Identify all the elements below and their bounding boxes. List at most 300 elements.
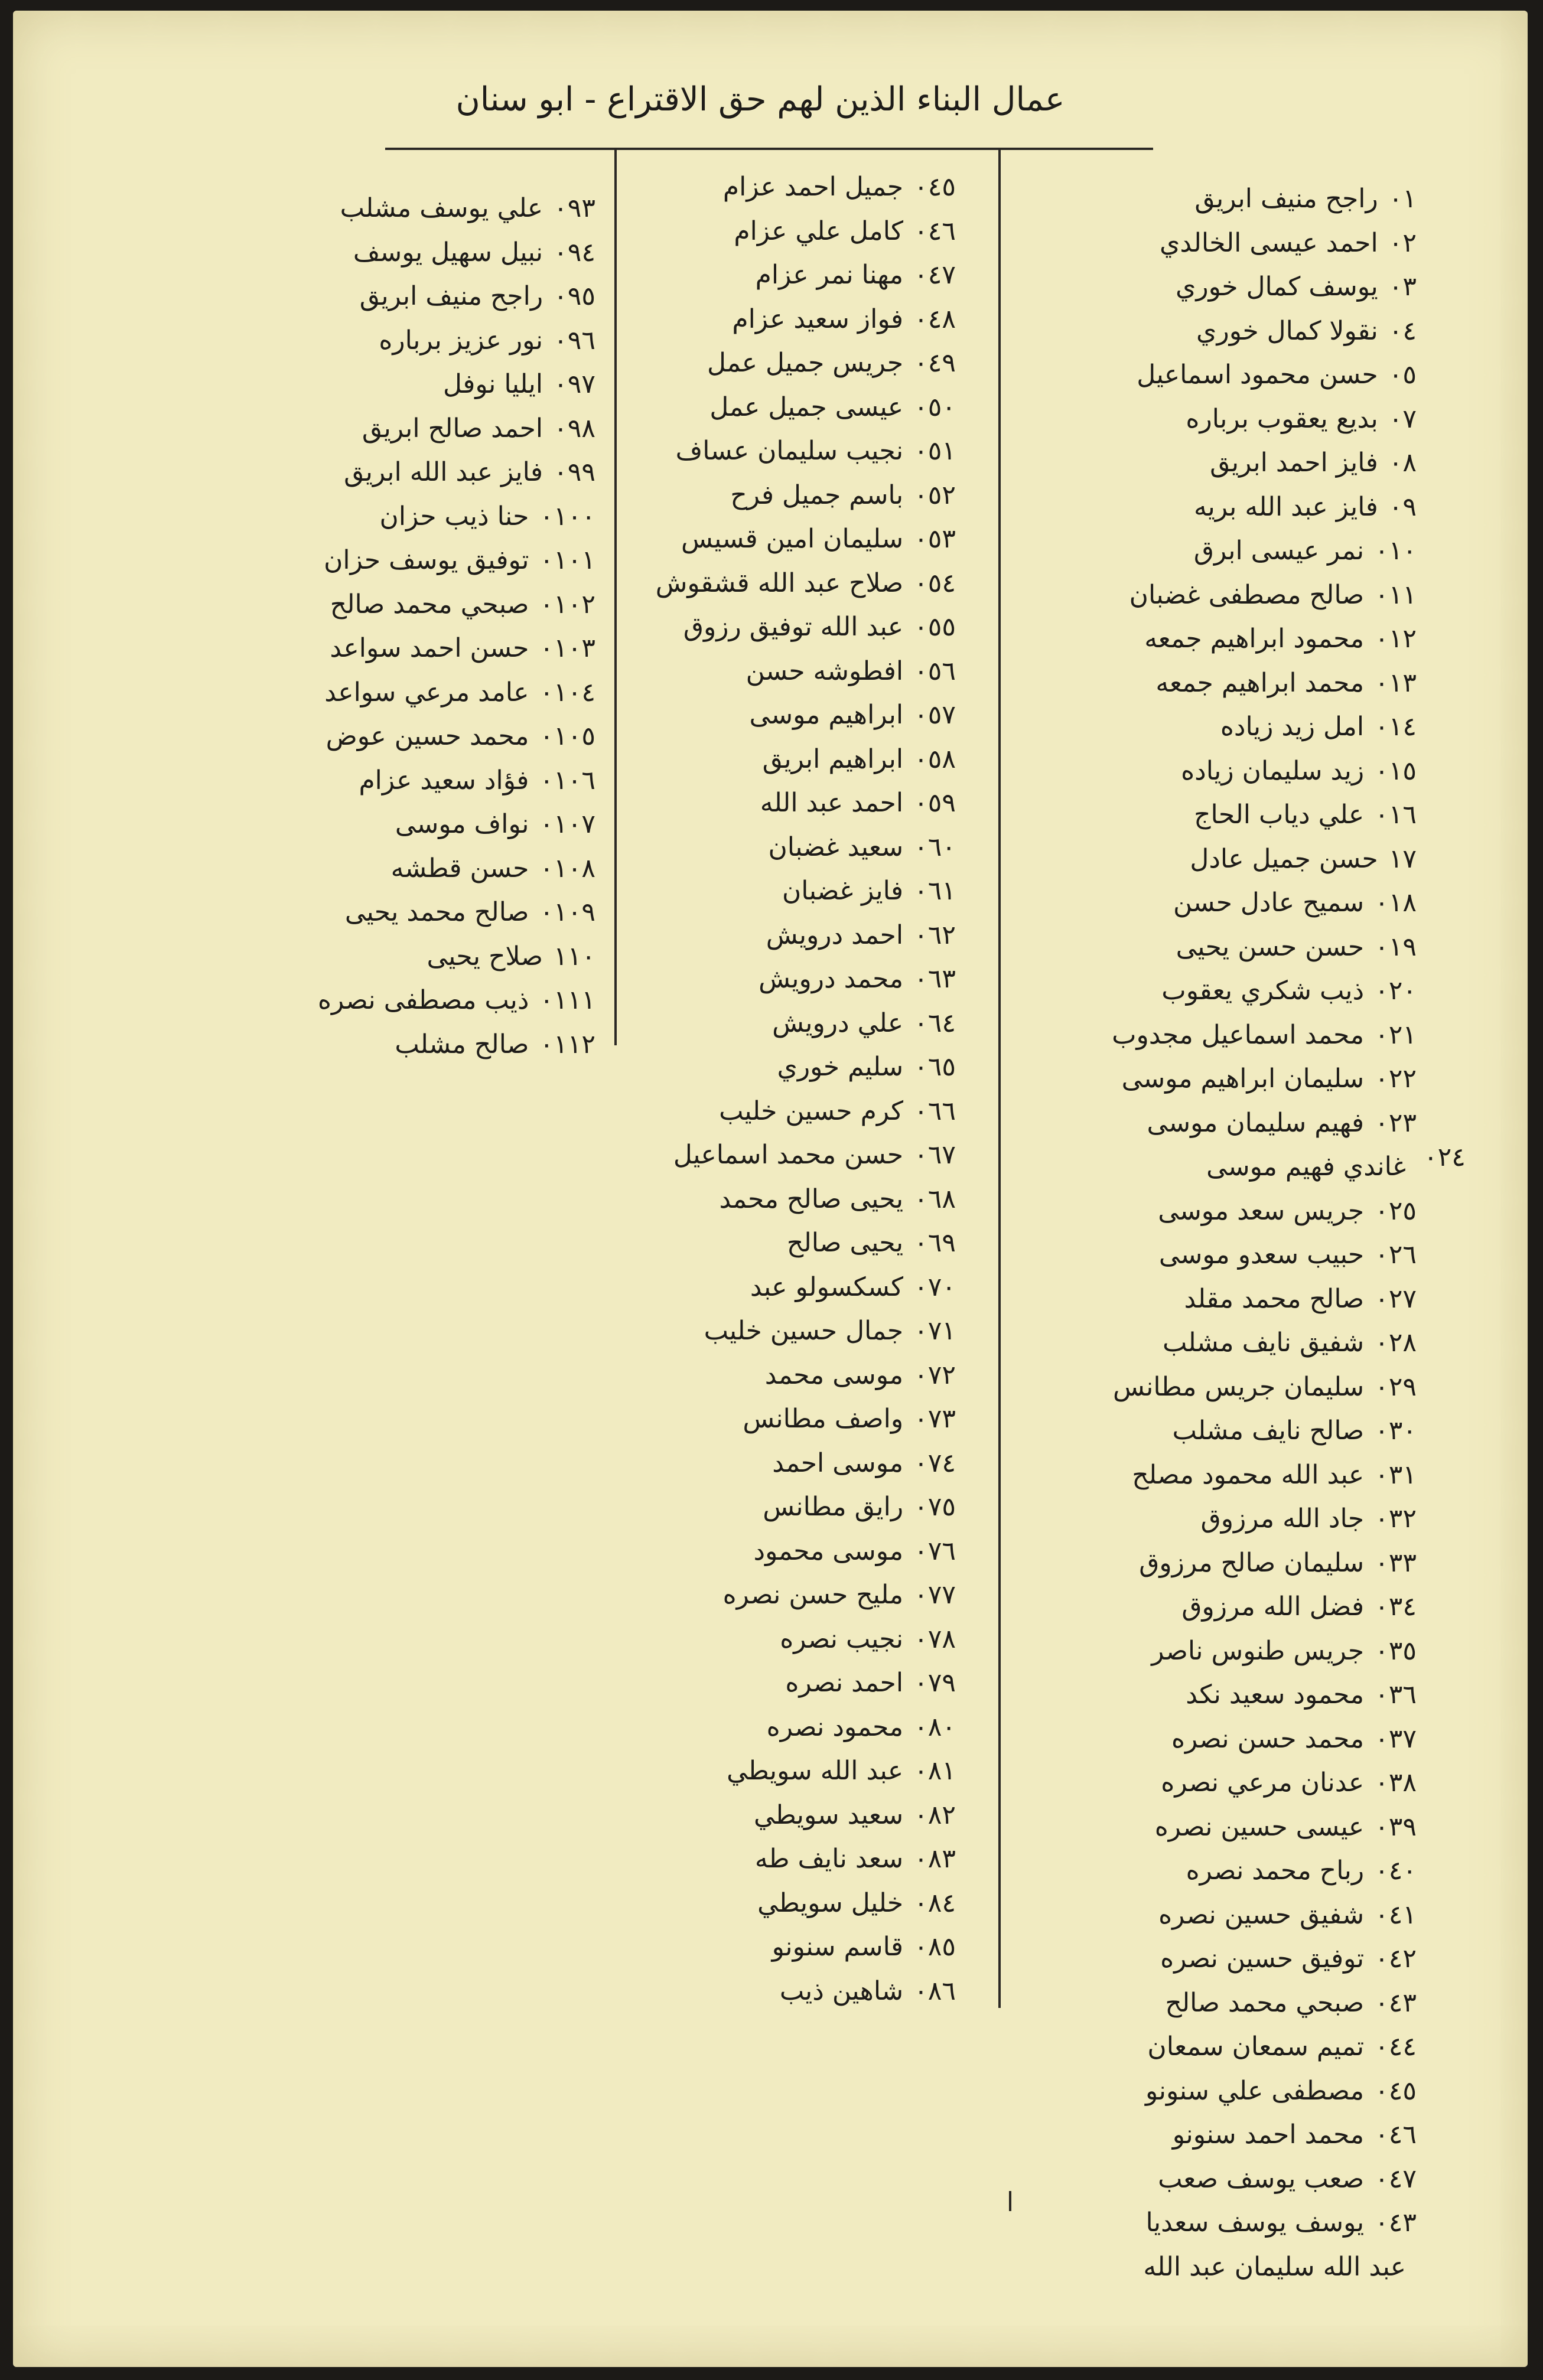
- list-item: [914, 1541, 1417, 1586]
- entry-number: ٠١٠٦: [539, 765, 595, 795]
- list-item: [914, 1717, 1417, 1762]
- entry-number: ٠٨٦: [914, 1975, 956, 2006]
- entry-number: ٠٢٥: [1375, 1195, 1417, 1226]
- list-item: [229, 539, 595, 583]
- entry-number: ٠٢٣: [1375, 1107, 1417, 1138]
- list-item: [590, 1178, 956, 1222]
- list-item: [914, 1629, 1417, 1674]
- entry-name: جاد الله مرزوق: [1200, 1504, 1365, 1534]
- entry-name: راجح منيف ابريق: [1194, 184, 1378, 214]
- list-item: [914, 353, 1417, 397]
- list-item: [590, 1925, 956, 1970]
- entry-number: ٠٩٤: [554, 237, 595, 268]
- entry-number: ٠٥٥: [914, 612, 956, 642]
- entry-number: ٠٩٨: [554, 413, 595, 444]
- entry-name: يحيى صالح: [786, 1228, 904, 1258]
- list-item: [590, 738, 956, 782]
- entry-name: موسى محمود: [753, 1535, 904, 1566]
- entry-number: ٠٦٠: [914, 832, 956, 862]
- list-item: [229, 495, 595, 539]
- list-item: [590, 869, 956, 914]
- list-item: [590, 517, 956, 562]
- list-item: [590, 1002, 956, 1046]
- list-item: [914, 309, 1417, 354]
- entry-name: محمد حسن نصره: [1171, 1723, 1365, 1754]
- entry-name: جميل احمد عزام: [722, 172, 904, 202]
- entry-name: شفيق نايف مشلب: [1162, 1328, 1365, 1358]
- entry-number: ٠٧٢: [914, 1359, 956, 1390]
- entry-number: ٠٢: [1388, 227, 1417, 258]
- entry-number: ٠٣٧: [1375, 1723, 1417, 1754]
- names-column-3: [229, 187, 595, 1067]
- entry-number: ٠٩٣: [554, 193, 595, 223]
- list-item: [229, 187, 595, 231]
- entry-number: ٠١٢: [1375, 624, 1417, 654]
- entry-number: ٠٥٩: [914, 788, 956, 818]
- entry-number: ٠٦٩: [914, 1228, 956, 1258]
- entry-name: محمد اسماعيل مجدوب: [1112, 1019, 1365, 1050]
- entry-number: ٠٧٤: [914, 1447, 956, 1478]
- entry-name: محمود سعيد نكد: [1186, 1680, 1365, 1710]
- entry-name: حنا ذيب حزان: [379, 501, 529, 532]
- entry-number: ٠٥٤: [914, 568, 956, 598]
- entry-number: ٠٦٦: [914, 1096, 956, 1126]
- entry-number: ٠٧٨: [914, 1623, 956, 1654]
- entry-name: احمد عيسى الخالدي: [1159, 227, 1378, 258]
- entry-name: توفيق يوسف حزان: [324, 545, 529, 575]
- entry-name: محمد درويش: [759, 964, 904, 994]
- entry-number: ٠٢٩: [1375, 1371, 1417, 1402]
- entry-name: محمد احمد سنونو: [1172, 2120, 1365, 2150]
- entry-name: احمد نصره: [785, 1668, 904, 1698]
- entry-name: صلاح عبد الله قشقوش: [655, 568, 904, 598]
- entry-number: ٠١٩: [1375, 931, 1417, 962]
- entry-name: قاسم سنونو: [772, 1932, 904, 1962]
- list-item: [914, 1805, 1417, 1850]
- list-item: [229, 847, 595, 891]
- list-item: [590, 253, 956, 298]
- entry-name: كسكسولو عبد: [750, 1271, 904, 1302]
- list-item: [229, 275, 595, 319]
- entry-number: ٠١٠: [1375, 536, 1417, 566]
- list-item: [590, 914, 956, 958]
- list-item: [590, 386, 956, 430]
- entry-number: ٠٢١: [1375, 1019, 1417, 1050]
- entry-name: نور عزيز برباره: [379, 325, 543, 356]
- entry-name: جريس جميل عمل: [707, 348, 904, 378]
- list-item: [590, 1661, 956, 1706]
- entry-number: ٠٢٠: [1375, 976, 1417, 1006]
- title-underline: [385, 148, 1153, 150]
- entry-number: ٠٢٧: [1375, 1283, 1417, 1314]
- list-item: [914, 1937, 1417, 1981]
- list-item: [914, 2245, 1417, 2290]
- entry-number: ٠٧١: [914, 1316, 956, 1346]
- entry-name: سعد نايف طه: [754, 1844, 904, 1874]
- entry-name: موسى احمد: [772, 1447, 904, 1478]
- entry-name: شاهين ذيب: [779, 1975, 904, 2006]
- entry-name: صبحي محمد صالح: [1165, 1987, 1365, 2018]
- entry-number: ٠١٠٨: [539, 853, 595, 883]
- list-item: [590, 957, 956, 1002]
- entry-number: ٠٤٩: [914, 348, 956, 378]
- entry-name: سليمان امين قسيس: [681, 524, 904, 554]
- list-item: [229, 1023, 595, 1067]
- list-item: [590, 781, 956, 826]
- entry-number: ٠٦٤: [914, 1008, 956, 1038]
- entry-name: ذيب مصطفى نصره: [317, 985, 529, 1015]
- page-title: عمال البناء الذين لهم حق الاقتراع - ابو سنان: [455, 80, 1065, 119]
- entry-name: احمد عبد الله: [760, 788, 904, 818]
- list-item: [590, 1133, 956, 1178]
- entry-name: امل زيد زياده: [1220, 712, 1365, 742]
- list-item: [914, 1145, 1417, 1189]
- entry-name: سميح عادل حسن: [1173, 888, 1365, 918]
- entry-name: صالح نايف مشلب: [1172, 1416, 1365, 1446]
- list-item: [590, 1970, 956, 2014]
- entry-name: صعب يوسف صعب: [1158, 2163, 1365, 2194]
- list-item: [229, 935, 595, 979]
- list-item: [914, 2157, 1417, 2202]
- entry-name: ذيب شكري يعقوب: [1161, 976, 1365, 1006]
- entry-number: ٠٨٢: [914, 1799, 956, 1830]
- entry-number: ٠٩: [1388, 491, 1417, 522]
- entry-number: ٠٣٢: [1375, 1504, 1417, 1534]
- document-sheet: [13, 11, 1528, 2367]
- entry-name: كرم حسين خليب: [719, 1096, 904, 1126]
- entry-number: ٠١٠٥: [539, 721, 595, 751]
- entry-number: ٠١٠١: [539, 545, 595, 575]
- entry-name: غاندي فهيم موسى: [1206, 1152, 1406, 1182]
- entry-name: سليم خوري: [777, 1052, 904, 1082]
- list-item: [590, 1749, 956, 1794]
- list-item: [590, 1045, 956, 1090]
- entry-name: فايز احمد ابريق: [1210, 448, 1378, 478]
- entry-number: ٠١٠٣: [539, 633, 595, 663]
- entry-name: حسن محمد اسماعيل: [673, 1140, 904, 1170]
- entry-name: صبحي محمد صالح: [330, 589, 529, 620]
- entry-name: نواف موسى: [395, 809, 529, 839]
- entry-name: فواز سعيد عزام: [732, 304, 904, 334]
- list-item: [914, 1585, 1417, 1629]
- list-item: [914, 221, 1417, 266]
- entry-number: ٠١٥: [1375, 755, 1417, 786]
- list-item: [914, 1673, 1417, 1717]
- entry-name: ابراهيم ابريق: [762, 744, 904, 774]
- entry-number: ٠١٠٢: [539, 589, 595, 620]
- entry-number: ٠٣٠: [1375, 1416, 1417, 1446]
- entry-name: محمد حسين عوض: [325, 721, 529, 751]
- entry-name: حسن قطشه: [390, 853, 529, 883]
- list-item: [914, 1013, 1417, 1058]
- entry-name: فايز عبد الله ابريق: [344, 457, 543, 487]
- entry-name: حسن جميل عادل: [1190, 843, 1378, 874]
- entry-number: ٠١٠٠: [539, 501, 595, 532]
- entry-number: ٠٧٥: [914, 1492, 956, 1522]
- entry-name: محمود نصره: [766, 1711, 904, 1742]
- list-item: [590, 1266, 956, 1310]
- entry-number: ٠٧٣: [914, 1404, 956, 1434]
- list-item: [914, 705, 1417, 749]
- entry-name: عبد الله سويطي: [727, 1756, 904, 1786]
- list-item: [590, 1530, 956, 1574]
- list-item: [914, 397, 1417, 442]
- list-item: [590, 693, 956, 738]
- entry-name: فضل الله مرزوق: [1181, 1592, 1365, 1622]
- entry-number: ٠٨٥: [914, 1932, 956, 1962]
- entry-number: ٠٥: [1388, 360, 1417, 390]
- entry-name: عيسى حسين نصره: [1154, 1811, 1365, 1842]
- entry-number: ٠٤١: [1375, 1899, 1417, 1930]
- entry-name: ابراهيم موسى: [749, 700, 904, 730]
- entry-name: عامد مرعي سواعد: [324, 677, 529, 708]
- list-item: [229, 363, 595, 407]
- entry-name: حسن محمود اسماعيل: [1137, 360, 1378, 390]
- entry-number: ٠٥٦: [914, 656, 956, 686]
- list-item: [914, 2069, 1417, 2114]
- entry-name: صالح مصطفى غضبان: [1129, 579, 1365, 610]
- entry-number: ٠٣: [1388, 272, 1417, 302]
- entry-name: عبد الله محمود مصلح: [1132, 1459, 1365, 1490]
- entry-number: ٠٤٦: [914, 216, 956, 246]
- entry-number: ٠٨٤: [914, 1887, 956, 1918]
- entry-name: صالح محمد يحيى: [344, 897, 529, 927]
- entry-number: ٠٦٧: [914, 1140, 956, 1170]
- entry-number: ٠٥٢: [914, 480, 956, 510]
- entry-number: ٠١: [1388, 184, 1417, 214]
- entry-name: عبد الله سليمان عبد الله: [1143, 2251, 1406, 2282]
- list-item: [914, 1409, 1417, 1453]
- list-item: [590, 1485, 956, 1530]
- entry-name: صلاح يحيى: [427, 941, 543, 971]
- entry-number: ٠١٦: [1375, 800, 1417, 830]
- entry-name: سعيد غضبان: [768, 832, 904, 862]
- entry-number: ٠٧٦: [914, 1535, 956, 1566]
- list-item: [229, 231, 595, 275]
- entry-name: توفيق حسين نصره: [1160, 1944, 1365, 1974]
- list-item: [914, 1981, 1417, 2026]
- list-item: [914, 1497, 1417, 1541]
- entry-number: ٠٢٢: [1375, 1064, 1417, 1094]
- entry-number: ١١٠: [554, 941, 595, 971]
- entry-number: ٠٧٩: [914, 1668, 956, 1698]
- list-item: [914, 925, 1417, 970]
- entry-name: محمود ابراهيم جمعه: [1144, 624, 1365, 654]
- list-item: [914, 529, 1417, 573]
- entry-name: حبيب سعدو موسى: [1158, 1240, 1365, 1270]
- names-column-2: [590, 165, 956, 2013]
- entry-number: ٠١٣: [1375, 667, 1417, 698]
- entry-name: فهيم سليمان موسى: [1147, 1107, 1365, 1138]
- side-number: ٠٢٤: [1424, 1142, 1466, 1172]
- entry-name: صالح مشلب: [395, 1029, 529, 1059]
- list-item: [590, 1573, 956, 1618]
- list-item: [590, 1882, 956, 1926]
- entry-number: ٠١١: [1375, 579, 1417, 610]
- entry-number: ٠٢٨: [1375, 1328, 1417, 1358]
- list-item: [590, 341, 956, 386]
- entry-number: ٠٩٥: [554, 281, 595, 311]
- entry-name: نقولا كمال خوري: [1196, 315, 1378, 346]
- entry-number: ٠٢٦: [1375, 1240, 1417, 1270]
- entry-number: ٠٥٠: [914, 392, 956, 422]
- entry-number: ٠١٠٤: [539, 677, 595, 708]
- list-item: [914, 1849, 1417, 1893]
- entry-name: عيسى جميل عمل: [709, 392, 904, 422]
- list-item: [590, 298, 956, 342]
- list-item: [590, 605, 956, 650]
- list-item: [914, 749, 1417, 794]
- entry-number: ٠٨: [1388, 448, 1417, 478]
- entry-name: جريس سعد موسى: [1158, 1195, 1365, 1226]
- list-item: [914, 661, 1417, 706]
- entry-name: افطوشه حسن: [746, 656, 904, 686]
- entry-name: مليح حسن نصره: [722, 1580, 904, 1610]
- list-item: [590, 1354, 956, 1398]
- entry-name: فايز غضبان: [782, 876, 904, 906]
- entry-name: فايز عبد الله بريه: [1194, 491, 1378, 522]
- entry-name: سعيد سويطي: [754, 1799, 904, 1830]
- entry-number: ٠٣٥: [1375, 1635, 1417, 1666]
- entry-name: نجيب سليمان عساف: [675, 436, 904, 466]
- entry-number: ٠٨١: [914, 1756, 956, 1786]
- entry-number: ٠١١٢: [539, 1029, 595, 1059]
- list-item: [914, 969, 1417, 1013]
- list-item: [914, 1453, 1417, 1498]
- entry-name: مهنا نمر عزام: [755, 260, 904, 290]
- list-item: [914, 1233, 1417, 1277]
- entry-name: سليمان جريس مطانس: [1113, 1371, 1365, 1402]
- list-item: [590, 1442, 956, 1486]
- list-item: [590, 210, 956, 254]
- entry-number: ٠١١١: [539, 985, 595, 1015]
- list-item: [590, 1309, 956, 1354]
- entry-name: كامل علي عزام: [734, 216, 904, 246]
- list-item: [914, 1101, 1417, 1146]
- entry-number: ٠٦٨: [914, 1184, 956, 1214]
- entry-name: احمد درويش: [766, 920, 904, 950]
- entry-name: ايليا نوفل: [443, 369, 543, 399]
- entry-number: ٠٤٥: [1375, 2075, 1417, 2106]
- list-item: [914, 793, 1417, 837]
- entry-number: ٠٩٧: [554, 369, 595, 399]
- entry-number: ٠١٤: [1375, 712, 1417, 742]
- entry-name: جريس طنوس ناصر: [1151, 1635, 1365, 1666]
- entry-name: رايق مطانس: [763, 1492, 904, 1522]
- entry-number: ٠١٠٩: [539, 897, 595, 927]
- list-item: [914, 1189, 1417, 1234]
- entry-number: ٠٩٩: [554, 457, 595, 487]
- entry-number: ٠١٨: [1375, 888, 1417, 918]
- list-item: [590, 1221, 956, 1266]
- entry-number: ٠٤٦: [1375, 2120, 1417, 2150]
- entry-name: فؤاد سعيد عزام: [359, 765, 529, 795]
- entry-number: ٠٤٣: [1375, 1987, 1417, 2018]
- entry-number: ٠٣٤: [1375, 1592, 1417, 1622]
- entry-number: ١٧: [1388, 843, 1417, 874]
- list-item: [914, 441, 1417, 485]
- entry-number: ٠٣٨: [1375, 1768, 1417, 1798]
- entry-name: يوسف يوسف سعديا: [1145, 2208, 1365, 2238]
- list-item: [590, 1794, 956, 1838]
- list-item: [229, 759, 595, 803]
- list-item: [914, 573, 1417, 618]
- list-item: [914, 1365, 1417, 1410]
- list-item: [590, 429, 956, 474]
- entry-name: سليمان ابراهيم موسى: [1121, 1064, 1365, 1094]
- entry-name: نجيب نصره: [780, 1623, 904, 1654]
- list-item: [914, 177, 1417, 221]
- list-item: [590, 1706, 956, 1750]
- list-item: [229, 803, 595, 847]
- entry-name: علي يوسف مشلب: [340, 193, 543, 223]
- entry-number: ٠٣٣: [1375, 1547, 1417, 1578]
- entry-number: ٠٥٨: [914, 744, 956, 774]
- entry-name: محمد ابراهيم جمعه: [1155, 667, 1365, 698]
- entry-name: نمر عيسى ابرق: [1193, 536, 1365, 566]
- entry-name: تميم سمعان سمعان: [1147, 2032, 1365, 2062]
- entry-number: ٠٣١: [1375, 1459, 1417, 1490]
- list-item: [914, 1893, 1417, 1938]
- entry-name: واصف مطانس: [743, 1404, 904, 1434]
- list-item: [914, 485, 1417, 530]
- entry-number: ٠٨٣: [914, 1844, 956, 1874]
- entry-name: سليمان صالح مرزوق: [1139, 1547, 1365, 1578]
- entry-number: ٠٤٧: [914, 260, 956, 290]
- entry-name: احمد صالح ابريق: [362, 413, 543, 444]
- list-item: [590, 1090, 956, 1134]
- entry-number: ٠٦١: [914, 876, 956, 906]
- entry-number: ٠٩٦: [554, 325, 595, 356]
- entry-name: عبد الله توفيق رزوق: [683, 612, 904, 642]
- list-item: [229, 319, 595, 363]
- list-item: [914, 837, 1417, 882]
- entry-name: عدنان مرعي نصره: [1161, 1768, 1365, 1798]
- list-item: [229, 979, 595, 1023]
- entry-number: ٠٦٢: [914, 920, 956, 950]
- list-item: [590, 826, 956, 870]
- list-item: [229, 407, 595, 451]
- entry-name: يحيى صالح محمد: [719, 1184, 904, 1214]
- list-item: [914, 2201, 1417, 2245]
- list-item: [590, 474, 956, 518]
- entry-number: ٠٤٣: [1375, 2208, 1417, 2238]
- list-item: [914, 881, 1417, 925]
- entry-name: جمال حسين خليب: [704, 1316, 904, 1346]
- entry-number: ٠١٠٧: [539, 809, 595, 839]
- entry-number: ٠٨٠: [914, 1711, 956, 1742]
- entry-name: علي دياب الحاج: [1194, 800, 1365, 830]
- entry-number: ٠٧٠: [914, 1271, 956, 1302]
- entry-number: ٠٧٧: [914, 1580, 956, 1610]
- list-item: [590, 165, 956, 210]
- entry-name: خليل سويطي: [757, 1887, 904, 1918]
- list-item: [229, 891, 595, 935]
- entry-number: ٠٤٠: [1375, 1856, 1417, 1886]
- entry-number: ٠٧: [1388, 403, 1417, 434]
- list-item: [914, 2025, 1417, 2069]
- list-item: [590, 1397, 956, 1442]
- entry-name: مصطفى علي سنونو: [1145, 2075, 1365, 2106]
- list-item: [590, 1837, 956, 1882]
- list-item: [590, 562, 956, 606]
- list-item: [229, 627, 595, 671]
- list-item: [590, 1618, 956, 1662]
- entry-number: ٠٤٢: [1375, 1944, 1417, 1974]
- list-item: [229, 671, 595, 715]
- list-item: [914, 1057, 1417, 1101]
- list-item: [914, 1761, 1417, 1805]
